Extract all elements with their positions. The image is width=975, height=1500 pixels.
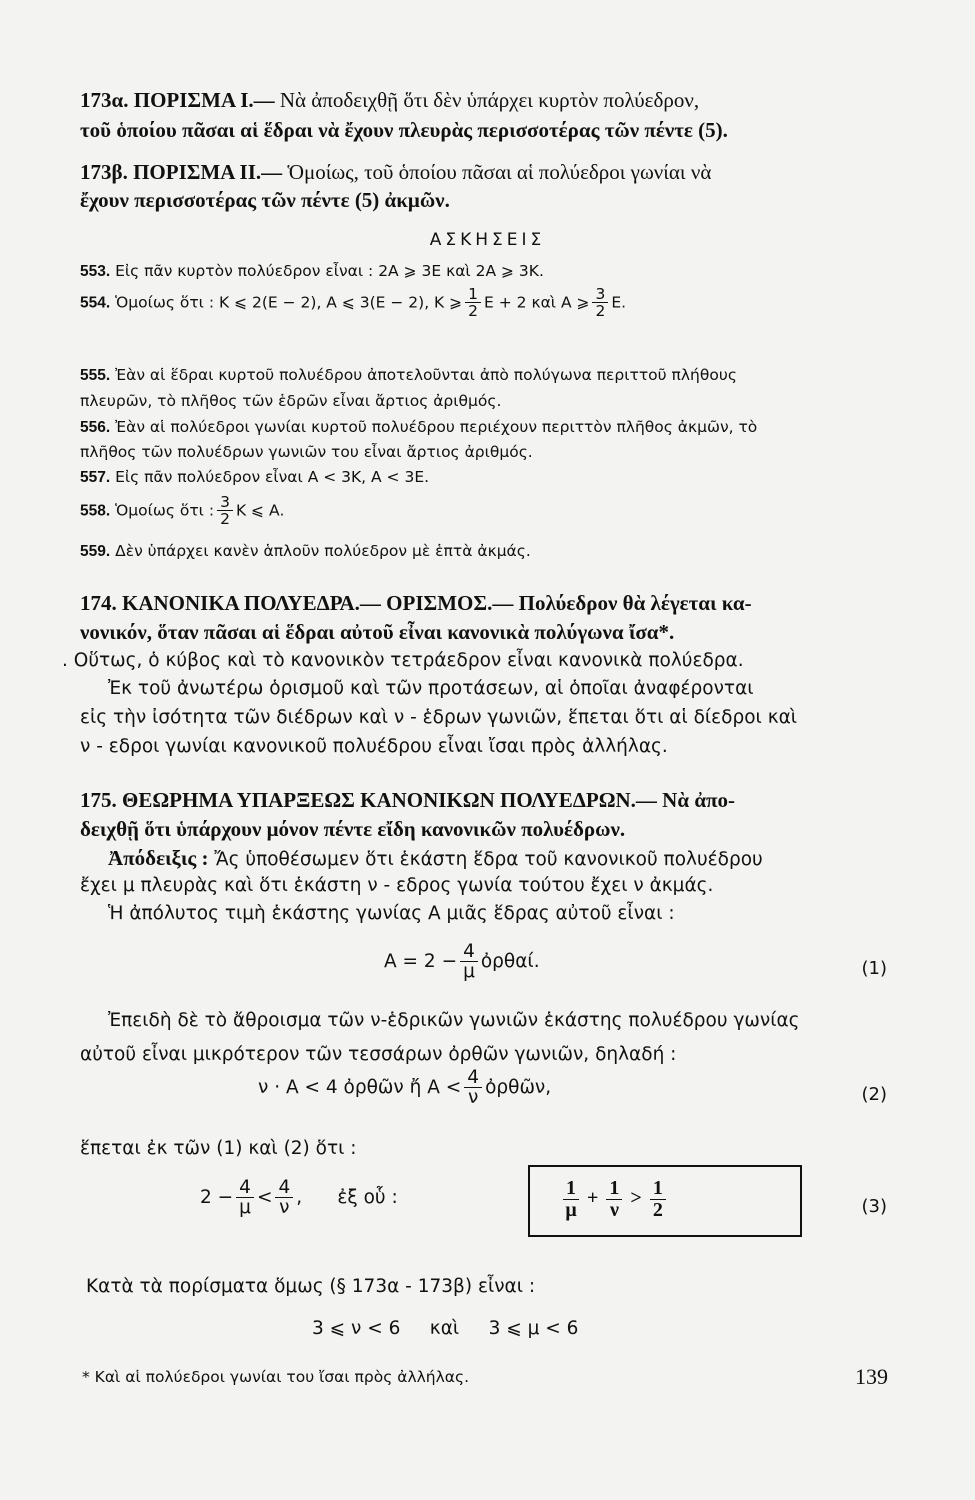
proof-line2: ἔχει μ πλευρὰς καὶ ὅτι ἑκάστη ν - εδρος γωνία τούτου ἔχει ν ἀκμάς. <box>80 875 714 896</box>
corollary-2-line2: ἔχουν περισσοτέρας τῶν πέντε (5) ἀκμῶν. <box>80 188 450 212</box>
section-174-p1: . Οὕτως, ὁ κύβος καὶ τὸ κανονικὸν τετράεδρον εἶναι κανονικὰ πολύεδρα. <box>62 650 744 671</box>
exercise-557: 557. Εἰς πᾶν πολύεδρον εἶναι Α < 3Κ, Α < 3Ε. <box>80 468 430 486</box>
corollary-1-line1: 173α. ΠΟΡΙΣΜΑ Ι.— Νὰ ἀποδειχθῇ ὅτι δὲν ὑπάρχει κυρτὸν πολύεδρον, <box>80 88 700 112</box>
page-number: 139 <box>855 1364 888 1389</box>
exercise-556-line2: πλῆθος τῶν πολυέδρων γωνιῶν του εἶναι ἄρτιος ἀριθμός. <box>80 443 533 461</box>
corollary-2-line1: 173β. ΠΟΡΙΣΜΑ ΙΙ.— Ὁμοίως, τοῦ ὁποίου πᾶσαι αἱ πολύεδροι γωνίαι νὰ <box>80 160 712 184</box>
equation-2: ν · Α < 4 ὀρθῶν ἤ Α < $\frac{4}{\nu}$ ὀρθῶν, <box>258 1067 552 1109</box>
section-174-p3: εἰς τὴν ἰσότητα τῶν διέδρων καὶ ν - ἑδρων γωνιῶν, ἕπεται ὅτι αἱ δίεδροι καὶ <box>80 707 798 728</box>
equation-4: 3 ⩽ ν < 6 καὶ 3 ⩽ μ < 6 <box>312 1318 579 1339</box>
section-174-heading-2: νονικόν, ὅταν πᾶσαι αἱ ἕδραι αὐτοῦ εἶναι κανονικὰ πολύγωνα ἴσα*. <box>80 620 675 644</box>
section-175-heading-2: δειχθῇ ὅτι ὑπάρχουν μόνον πέντε εἴδη κανονικῶν πολυέδρων. <box>80 817 626 841</box>
equation-3-tag: (3) <box>861 1196 887 1217</box>
proof-line5: αὐτοῦ εἶναι μικρότερον τῶν τεσσάρων ὀρθῶν γωνιῶν, δηλαδή : <box>80 1044 677 1065</box>
equation-1-tag: (1) <box>861 958 887 979</box>
section-174-heading-1: 174. ΚΑΝΟΝΙΚΑ ΠΟΛΥΕΔΡΑ.— ΟΡΙΣΜΟΣ.— Πολύεδρον θὰ λέγεται κα- <box>80 591 752 615</box>
exercise-558: 558. Ὁμοίως ὅτι : $\frac{3}{2}$ Κ ⩽ Α. <box>80 493 285 529</box>
exercise-553: 553. Εἰς πᾶν κυρτὸν πολύεδρον εἶναι : 2Α ⩾ 3Ε καὶ 2Α ⩾ 3Κ. <box>80 262 544 280</box>
proof-line3: Ἡ ἀπόλυτος τιμὴ ἑκάστης γωνίας Α μιᾶς ἕδρας αὐτοῦ εἶναι : <box>108 903 675 924</box>
exercise-554: 554. Ὁμοίως ὅτι : Κ ⩽ 2(Ε − 2), Α ⩽ 3(Ε − 2), Κ ⩾ $\frac{1}{2}$ Ε + 2 καὶ Α ⩾ $\frac{3}{2}$ Ε. <box>80 285 627 321</box>
equation-1: Α = 2 − $\frac{4}{\mu}$ ὀρθαί. <box>384 941 540 983</box>
equation-3-boxed: $\frac{1}{\mu}$ + $\frac{1}{\nu}$ > $\frac{1}{2}$ <box>560 1178 669 1221</box>
equation-2-tag: (2) <box>861 1084 887 1105</box>
proof-line1: Ἀπόδειξις : Ἄς ὑποθέσωμεν ὅτι ἑκάστη ἕδρα τοῦ κανονικοῦ πολυέδρου <box>108 846 763 870</box>
section-174-p2: Ἐκ τοῦ ἀνωτέρω ὁρισμοῦ καὶ τῶν προτάσεων, αἱ ὁποῖαι ἀναφέρονται <box>108 678 754 699</box>
proof-line6: ἕπεται ἐκ τῶν (1) καὶ (2) ὅτι : <box>80 1138 357 1159</box>
exercise-559: 559. Δὲν ὑπάρχει κανὲν ἁπλοῦν πολύεδρον μὲ ἑπτὰ ἀκμάς. <box>80 542 531 560</box>
section-175-heading-1: 175. ΘΕΩΡΗΜΑ ΥΠΑΡΞΕΩΣ ΚΑΝΟΝΙΚΩΝ ΠΟΛΥΕΔΡΩΝ.— Νὰ ἀπο- <box>80 788 736 812</box>
exercise-555-line2: πλευρῶν, τὸ πλῆθος τῶν ἑδρῶν εἶναι ἄρτιος ἀριθμός. <box>80 392 502 410</box>
exercise-555-line1: 555. Ἐὰν αἱ ἕδραι κυρτοῦ πολυέδρου ἀποτελοῦνται ἀπὸ πολύγωνα περιττοῦ πλήθους <box>80 366 737 384</box>
exercise-556-line1: 556. Ἐὰν αἱ πολύεδροι γωνίαι κυρτοῦ πολυέδρου περιέχουν περιττὸν πλῆθος ἀκμῶν, τὸ <box>80 418 758 436</box>
corollary-1-line2: τοῦ ὁποίου πᾶσαι αἱ ἕδραι νὰ ἔχουν πλευρὰς περισσοτέρας τῶν πέντε (5). <box>80 118 728 142</box>
footnote: * Καὶ αἱ πολύεδροι γωνίαι του ἴσαι πρὸς ἀλλήλας. <box>82 1368 470 1386</box>
proof-line7: Κατὰ τὰ πορίσματα ὅμως (§ 173α - 173β) εἶναι : <box>86 1276 536 1297</box>
section-174-p4: ν - εδροι γωνίαι κανονικοῦ πολυέδρου εἶναι ἴσαι πρὸς ἀλλήλας. <box>80 736 668 757</box>
proof-line4: Ἐπειδὴ δὲ τὸ ἄθροισμα τῶν ν-ἑδρικῶν γωνιῶν ἑκάστης πολυέδρου γωνίας <box>108 1010 800 1031</box>
equation-3-left: 2 − $\frac{4}{\mu}$ < $\frac{4}{\nu}$ , ἐξ οὗ : <box>200 1177 398 1219</box>
exercises-heading: ΑΣΚΗΣΕΙΣ <box>429 230 546 250</box>
